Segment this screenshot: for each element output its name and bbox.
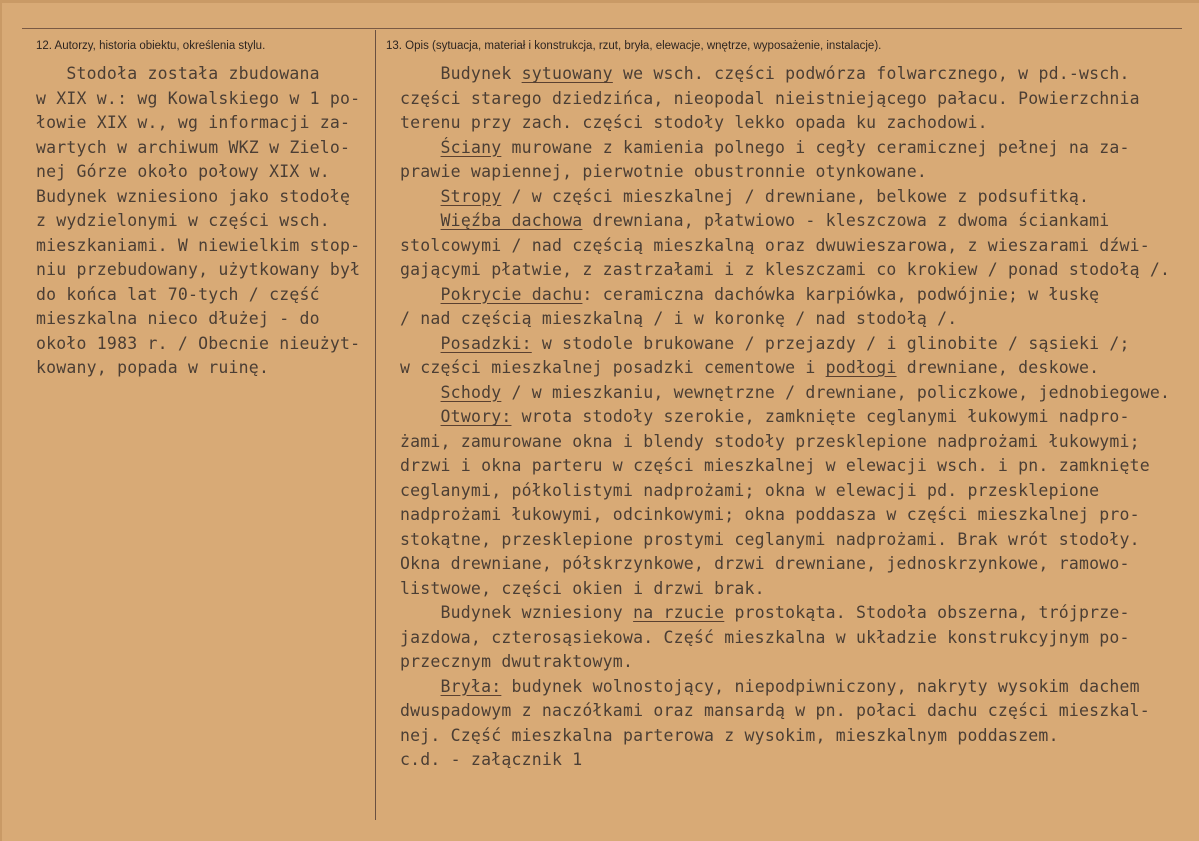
description-line xyxy=(400,626,1190,651)
line-text xyxy=(400,677,441,696)
history-line: wartych w archiwum WKZ w Zielo- xyxy=(36,137,351,157)
line-text: Budynek wzniesiony xyxy=(400,603,634,622)
card-left-edge xyxy=(0,0,2,841)
line-text: w części mieszkalnej posadzki cementowe i xyxy=(400,358,826,377)
description-line xyxy=(400,650,1190,675)
description-line xyxy=(400,185,1190,210)
line-text: drewniane, deskowe. xyxy=(896,358,1100,377)
line-text: nadprożami łukowymi, odcinkowymi; okna poddasza w części mieszkalnej pro- xyxy=(400,505,1140,524)
underlined-keyword: sytuowany xyxy=(521,64,613,83)
description-line xyxy=(400,479,1190,504)
underlined-keyword: Więźba dachowa xyxy=(440,211,583,230)
description-line xyxy=(400,332,1190,357)
line-text: / w części mieszkalnej / drewniane, belkowe z podsufitką. xyxy=(501,186,1090,206)
description-line xyxy=(400,234,1190,259)
line-text xyxy=(400,334,441,353)
description-line xyxy=(400,552,1190,577)
description-line xyxy=(400,381,1190,406)
line-text: części starego dziedzińca, nieopodal nieistniejącego pałacu. Powierzchnia xyxy=(400,88,1140,108)
line-text: listwowe, części okien i drzwi brak. xyxy=(400,578,765,598)
description-line xyxy=(400,160,1190,185)
description-line xyxy=(400,577,1190,602)
line-text: Budynek xyxy=(400,64,522,83)
line-text: prostokąta. Stodoła obszerna, trójprze- xyxy=(724,603,1130,622)
description-line xyxy=(400,258,1190,283)
line-text: we wsch. części podwórza folwarcznego, w pd.-wsch. xyxy=(612,64,1130,83)
column-divider xyxy=(375,30,376,820)
description-line xyxy=(400,405,1190,430)
line-text: drzwi i okna parteru w części mieszkalnej w elewacji wsch. i pn. zamknięte xyxy=(400,456,1150,475)
line-text: stokątne, przesklepione prostymi ceglanymi nadprożami. Brak wrót stodoły. xyxy=(400,529,1140,549)
description-line xyxy=(400,87,1190,112)
line-text: prawie wapiennej, pierwotnie obustronnie otynkowane. xyxy=(400,162,927,181)
underlined-keyword: Schody xyxy=(440,382,502,402)
underlined-keyword: Stropy xyxy=(440,186,502,206)
line-text xyxy=(400,383,441,402)
underlined-keyword: Otwory: xyxy=(440,407,512,426)
section-13-heading: 13. Opis (sytuacja, materiał i konstrukcja, rzut, bryła, elewacje, wnętrze, wyposażenie, instalacje). xyxy=(386,40,882,52)
line-text xyxy=(400,187,441,206)
line-text: ceglanymi, półkolistymi nadprożami; okna w elewacji pd. przesklepione xyxy=(400,480,1100,500)
history-line: niu przebudowany, użytkowany był xyxy=(36,260,361,279)
line-text: murowane z kamienia polnego i cegły ceramicznej pełnej na za- xyxy=(501,137,1130,157)
description-line xyxy=(400,748,1190,773)
description-line xyxy=(400,209,1190,234)
line-text: w stodole brukowane / przejazdy / i glinobite / sąsieki /; xyxy=(531,333,1130,353)
description-line xyxy=(400,356,1190,381)
underlined-keyword: Ściany xyxy=(440,137,502,157)
line-text xyxy=(400,407,441,426)
line-text: przecznym dwutraktowym. xyxy=(400,652,634,671)
line-text: stolcowymi / nad częścią mieszkalną oraz dwuwieszarowa, z wieszarami dźwi- xyxy=(400,235,1150,255)
line-text: terenu przy zach. części stodoły lekko opada ku zachodowi. xyxy=(400,113,988,132)
line-text: drewniana, płatwiowo - kleszczowa z dwoma ściankami xyxy=(582,211,1110,230)
history-line: Budynek wzniesiono jako stodołę xyxy=(36,186,351,206)
line-text: Okna drewniane, półskrzynkowe, drzwi drewniane, jednoskrzynkowe, ramowo- xyxy=(400,554,1130,573)
line-text: żami, zamurowane okna i blendy stodoły przesklepione nadprożami łukowymi; xyxy=(400,431,1140,451)
line-text: / nad częścią mieszkalną / i w koronkę / nad stodołą /. xyxy=(400,309,958,328)
underlined-keyword: Bryła: xyxy=(440,676,502,696)
underlined-keyword: podłogi xyxy=(825,358,897,377)
section-13-body xyxy=(400,62,1190,773)
history-line: kowany, popada w ruinę. xyxy=(36,358,270,377)
section-12-heading: 12. Autorzy, historia obiektu, określenia stylu. xyxy=(36,40,266,52)
history-line: łowie XIX w., wg informacji za- xyxy=(36,113,351,132)
description-line xyxy=(400,430,1190,455)
description-line xyxy=(400,503,1190,528)
description-line xyxy=(400,528,1190,553)
line-text: : ceramiczna dachówka karpiówka, podwójnie; w łuskę xyxy=(582,284,1100,304)
line-text xyxy=(400,285,441,304)
section-12-body xyxy=(36,62,366,381)
card-top-edge xyxy=(0,0,1199,3)
underlined-keyword: na rzucie xyxy=(633,603,725,622)
history-line: z wydzielonymi w części wsch. xyxy=(36,211,330,230)
line-text: jazdowa, czterosąsiekowa. Część mieszkalna w układzie konstrukcyjnym po- xyxy=(400,627,1130,647)
description-line xyxy=(400,62,1190,87)
description-line xyxy=(400,675,1190,700)
header-rule xyxy=(22,28,1182,29)
history-line: do końca lat 70-tych / część xyxy=(36,284,320,304)
description-line xyxy=(400,307,1190,332)
line-text: / w mieszkaniu, wewnętrzne / drewniane, policzkowe, jednobiegowe. xyxy=(501,382,1171,402)
line-text: nej. Część mieszkalna parterowa z wysokim, mieszkalnym poddaszem. xyxy=(400,725,1059,745)
history-line: mieszkalna nieco dłużej - do xyxy=(36,309,320,328)
description-line xyxy=(400,283,1190,308)
line-text xyxy=(400,211,441,230)
history-line: w XIX w.: wg Kowalskiego w 1 po- xyxy=(36,88,361,108)
line-text: budynek wolnostojący, niepodpiwniczony, nakryty wysokim dachem xyxy=(501,676,1140,696)
line-text: wrota stodoły szerokie, zamknięte ceglanymi łukowymi nadpro- xyxy=(511,407,1130,426)
line-text: dwuspadowym z naczółkami oraz mansardą w pn. połaci dachu części mieszkal- xyxy=(400,701,1150,720)
description-line xyxy=(400,724,1190,749)
line-text: c.d. - załącznik 1 xyxy=(400,750,583,769)
underlined-keyword: Posadzki: xyxy=(440,333,532,353)
history-line: Stodoła została zbudowana xyxy=(36,64,320,83)
history-line: nej Górze około połowy XIX w. xyxy=(36,162,330,181)
line-text xyxy=(400,138,441,157)
description-line xyxy=(400,454,1190,479)
line-text: gającymi płatwie, z zastrzałami i z kleszczami co krokiew / ponad stodołą /. xyxy=(400,260,1171,279)
history-line: około 1983 r. / Obecnie nieużyt- xyxy=(36,333,361,353)
description-line xyxy=(400,699,1190,724)
description-line xyxy=(400,111,1190,136)
description-line xyxy=(400,601,1190,626)
description-line xyxy=(400,136,1190,161)
history-line: mieszkaniami. W niewielkim stop- xyxy=(36,235,361,255)
underlined-keyword: Pokrycie dachu xyxy=(440,284,583,304)
